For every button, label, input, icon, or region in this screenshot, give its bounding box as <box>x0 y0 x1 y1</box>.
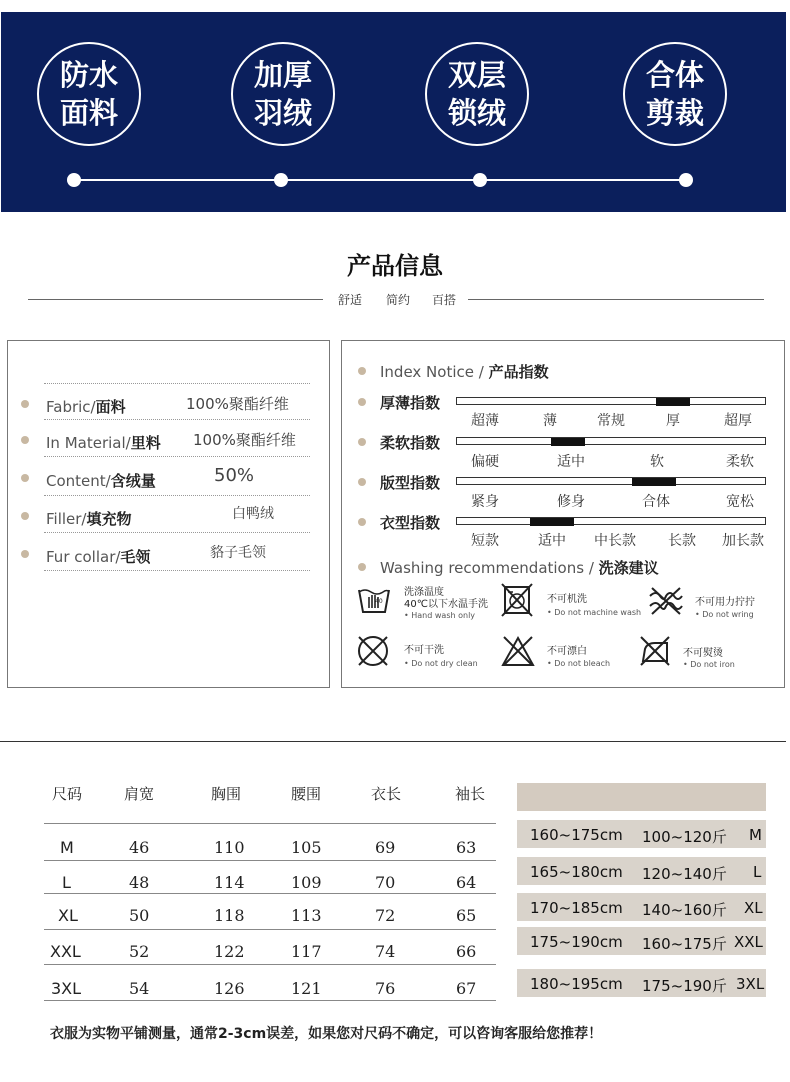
label-en: Filler/ <box>46 510 87 528</box>
feature-line2: 面料 <box>59 96 118 130</box>
recommend-size: M <box>749 826 762 844</box>
scale-label: 长款 <box>668 533 696 549</box>
recommend-size: XL <box>744 899 763 917</box>
table-cell: 110 <box>214 838 245 857</box>
table-cell: 74 <box>375 942 396 961</box>
label-cn: 面料 <box>95 398 126 416</box>
recommend-size: XXL <box>734 933 763 951</box>
recommend-height: 170~185cm <box>530 899 623 917</box>
table-cell: 121 <box>291 979 322 998</box>
row-divider <box>44 823 496 824</box>
scale-label: 合体 <box>642 494 670 510</box>
divider-left <box>28 299 323 300</box>
tag-simple: 简约 <box>386 293 411 307</box>
no-machine-wash-icon <box>501 583 533 617</box>
timeline-line <box>73 179 691 181</box>
col-header-shoulder: 肩宽 <box>124 785 155 803</box>
table-cell: 72 <box>375 906 396 925</box>
index-bar <box>456 477 766 485</box>
index-bar <box>456 397 766 405</box>
table-cell: 109 <box>291 873 322 892</box>
scale-label: 厚 <box>666 413 680 429</box>
table-cell: 105 <box>291 838 322 857</box>
feature-line2: 锁绒 <box>447 96 506 130</box>
size-cell: XXL <box>50 942 81 961</box>
feature-line1: 合体 <box>645 58 704 92</box>
material-value: 貉子毛领 <box>210 545 266 561</box>
table-cell: 50 <box>129 906 150 925</box>
material-value: 50% <box>214 465 255 486</box>
index-label: 衣型指数 <box>380 514 441 532</box>
row-divider <box>44 964 496 965</box>
wash-title: 洗涤温度 <box>404 587 444 598</box>
tag-versatile: 百搭 <box>432 293 457 307</box>
scale-label: 薄 <box>543 413 557 429</box>
table-cell: 66 <box>456 942 477 961</box>
col-header-chest: 胸围 <box>211 785 242 803</box>
measurement-note: 衣服为实物平铺测量，通常2-3cm误差，如果您对尺码不确定，可以咨询客服给您推荐！ <box>50 1026 603 1042</box>
row-divider <box>44 893 496 894</box>
timeline-dot <box>679 173 693 187</box>
recommend-weight: 120~140斤 <box>642 865 727 883</box>
wash-title-2: 40℃以下水温手洗 <box>404 599 488 610</box>
table-cell: 46 <box>129 838 150 857</box>
scale-label: 宽松 <box>726 494 754 510</box>
recommend-size: 3XL <box>736 975 765 993</box>
recommend-height: 160~175cm <box>530 826 623 844</box>
label-en: Fur collar/ <box>46 548 121 566</box>
label-cn: 含绒量 <box>110 472 156 490</box>
material-label <box>46 432 161 453</box>
material-label <box>46 396 126 417</box>
material-label <box>46 470 156 491</box>
row-divider <box>44 1000 496 1001</box>
col-header-waist: 腰围 <box>291 785 322 803</box>
bullet-dot <box>358 367 366 375</box>
wash-title: 不可干洗 <box>404 645 444 656</box>
scale-label: 柔软 <box>726 454 754 470</box>
scale-label: 中长款 <box>594 533 636 549</box>
recommend-weight: 100~120斤 <box>642 828 727 846</box>
header-cn: 洗涤建议 <box>598 559 659 577</box>
section-divider <box>0 741 786 742</box>
table-cell: 65 <box>456 906 477 925</box>
wash-title: 不可熨烫 <box>683 648 723 659</box>
table-cell: 122 <box>214 942 245 961</box>
col-header-sleeve: 袖长 <box>455 785 486 803</box>
feature-double-lock-badge <box>425 42 529 146</box>
index-bar <box>456 517 766 525</box>
header-en: Index Notice / <box>380 363 489 381</box>
row-divider <box>44 860 496 861</box>
scale-label: 软 <box>650 454 664 470</box>
index-marker <box>632 478 676 486</box>
wash-subtitle: • Hand wash only <box>404 611 476 620</box>
no-iron-icon <box>637 633 673 669</box>
table-cell: 117 <box>291 942 322 961</box>
tag-comfort: 舒适 <box>338 293 363 307</box>
bullet-dot <box>21 400 29 408</box>
bullet-dot <box>358 478 366 486</box>
index-bar <box>456 437 766 445</box>
table-cell: 114 <box>214 873 245 892</box>
size-cell: M <box>60 838 74 857</box>
header-cn: 产品指数 <box>488 363 549 381</box>
bullet-dot <box>21 512 29 520</box>
recommend-weight: 160~175斤 <box>642 935 727 953</box>
table-cell: 54 <box>129 979 150 998</box>
label-cn: 里料 <box>130 434 161 452</box>
scale-label: 超薄 <box>471 413 499 429</box>
size-cell: XL <box>58 906 78 925</box>
size-cell: L <box>62 873 71 892</box>
scale-label: 偏硬 <box>471 454 499 470</box>
table-cell: 70 <box>375 873 396 892</box>
table-cell: 126 <box>214 979 245 998</box>
no-bleach-icon <box>500 633 536 669</box>
bullet-dot <box>358 518 366 526</box>
scale-label: 常规 <box>597 413 625 429</box>
feature-banner <box>1 12 786 212</box>
bullet-dot <box>21 474 29 482</box>
material-value: 白鸭绒 <box>232 506 274 522</box>
feature-line1: 双层 <box>447 58 506 92</box>
index-label: 版型指数 <box>380 474 441 492</box>
label-en: Content/ <box>46 472 111 490</box>
recommend-height: 180~195cm <box>530 975 623 993</box>
size-cell: 3XL <box>51 979 82 998</box>
dotted-divider <box>44 419 310 420</box>
recommend-height: 175~190cm <box>530 933 623 951</box>
dotted-divider <box>44 570 310 571</box>
wash-subtitle: • Do not wring <box>695 610 754 619</box>
feature-waterproof-badge <box>37 42 141 146</box>
dotted-divider <box>44 383 310 384</box>
col-header-length: 衣长 <box>371 785 402 803</box>
header-en: Washing recommendations / <box>380 559 599 577</box>
label-en: Fabric/ <box>46 398 96 416</box>
wash-title: 不可漂白 <box>547 646 587 657</box>
table-cell: 67 <box>456 979 477 998</box>
material-value: 100%聚酯纤维 <box>193 431 296 449</box>
table-cell: 76 <box>375 979 396 998</box>
dotted-divider <box>44 495 310 496</box>
feature-thick-down-badge <box>231 42 335 146</box>
feature-line2: 剪裁 <box>645 96 704 130</box>
divider-right <box>468 299 764 300</box>
scale-label: 适中 <box>538 533 566 549</box>
recommend-height: 165~180cm <box>530 863 623 881</box>
recommend-header-band <box>517 783 766 811</box>
timeline-dot <box>274 173 288 187</box>
timeline-dot <box>473 173 487 187</box>
wash-subtitle: • Do not bleach <box>547 659 611 668</box>
feature-line1: 防水 <box>59 58 118 92</box>
recommend-weight: 140~160斤 <box>642 901 727 919</box>
table-cell: 63 <box>456 838 477 857</box>
label-cn: 填充物 <box>86 510 132 528</box>
bullet-dot <box>358 563 366 571</box>
index-marker <box>530 518 574 526</box>
scale-label: 紧身 <box>471 494 499 510</box>
dotted-divider <box>44 456 310 457</box>
row-divider <box>44 929 496 930</box>
wash-subtitle: • Do not iron <box>683 660 735 669</box>
washing-header <box>380 557 659 578</box>
scale-label: 修身 <box>557 494 585 510</box>
no-wring-icon <box>646 586 686 616</box>
bullet-dot <box>358 398 366 406</box>
recommend-size: L <box>753 863 762 881</box>
index-label: 柔软指数 <box>380 434 441 452</box>
wash-title: 不可用力拧拧 <box>695 597 755 608</box>
scale-label: 加长款 <box>722 533 764 549</box>
hand-wash-icon <box>356 584 392 616</box>
no-dry-clean-icon <box>355 633 391 669</box>
table-cell: 52 <box>129 942 150 961</box>
scale-label: 超厚 <box>724 413 752 429</box>
col-header-size: 尺码 <box>52 785 83 803</box>
table-cell: 113 <box>291 906 322 925</box>
wash-title: 不可机洗 <box>547 594 587 605</box>
index-header <box>380 361 549 382</box>
scale-label: 适中 <box>557 454 585 470</box>
dotted-divider <box>44 532 310 533</box>
table-cell: 48 <box>129 873 150 892</box>
scale-label: 短款 <box>471 533 499 549</box>
bullet-dot <box>21 550 29 558</box>
label-cn: 毛领 <box>120 548 151 566</box>
wash-subtitle: • Do not dry clean <box>404 659 478 668</box>
bullet-dot <box>21 436 29 444</box>
table-cell: 118 <box>214 906 245 925</box>
table-cell: 64 <box>456 873 477 892</box>
table-cell: 69 <box>375 838 396 857</box>
wash-subtitle: • Do not machine wash <box>547 608 642 617</box>
label-en: In Material/ <box>46 434 131 452</box>
feature-line1: 加厚 <box>253 58 312 92</box>
material-label <box>46 546 150 567</box>
svg-text:40: 40 <box>375 598 383 605</box>
material-label <box>46 508 132 529</box>
section-title: 产品信息 <box>347 252 443 280</box>
bullet-dot <box>358 438 366 446</box>
index-label: 厚薄指数 <box>380 394 441 412</box>
feature-fit-cut-badge <box>623 42 727 146</box>
material-value: 100%聚酯纤维 <box>186 395 289 413</box>
recommend-weight: 175~190斤 <box>642 977 727 995</box>
timeline-dot <box>67 173 81 187</box>
index-marker <box>656 398 690 406</box>
index-marker <box>551 438 585 446</box>
feature-line2: 羽绒 <box>253 96 312 130</box>
